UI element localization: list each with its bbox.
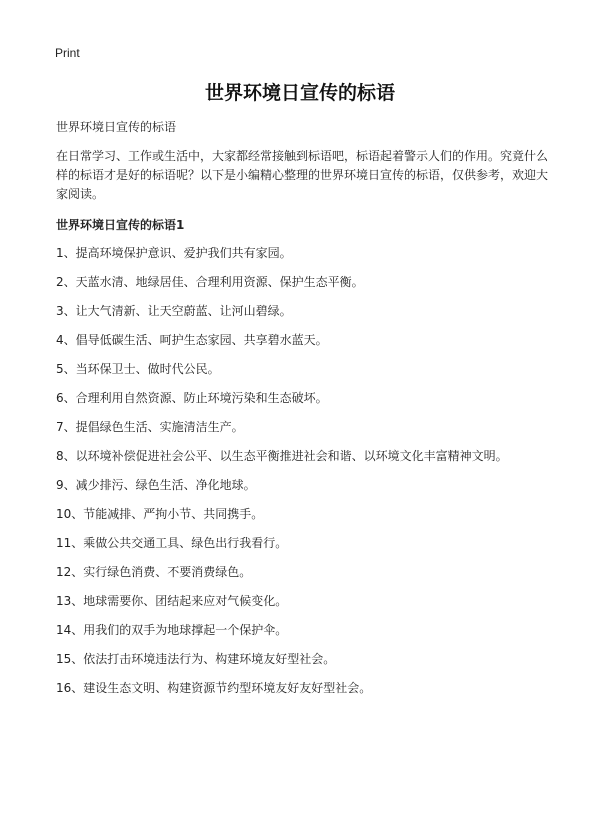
list-item: 14、用我们的双手为地球撑起一个保护伞。 [56, 623, 288, 637]
list-item: 13、地球需要你、团结起来应对气候变化。 [56, 594, 288, 608]
list-item: 3、让大气清新、让天空蔚蓝、让河山碧绿。 [56, 304, 292, 318]
list-item: 4、倡导低碳生活、呵护生态家园、共享碧水蓝天。 [56, 333, 328, 347]
document-subtitle: 世界环境日宣传的标语 [56, 120, 177, 134]
list-item: 9、减少排污、绿色生活、净化地球。 [56, 478, 256, 492]
list-item: 16、建设生态文明、构建资源节约型环境友好友好型社会。 [56, 681, 372, 695]
page-title: 世界环境日宣传的标语 [204, 82, 395, 104]
list-item: 2、天蓝水清、地绿居佳、合理利用资源、保护生态平衡。 [56, 275, 364, 289]
list-item: 5、当环保卫士、做时代公民。 [56, 362, 220, 376]
list-item: 10、节能减排、严拘小节、共同携手。 [56, 507, 264, 521]
print-link[interactable]: Print [55, 46, 80, 60]
list-item: 6、合理利用自然资源、防止环境污染和生态破坏。 [56, 391, 328, 405]
list-item: 11、乘做公共交通工具、绿色出行我看行。 [56, 536, 288, 550]
document-body [56, 118, 552, 708]
list-item: 12、实行绿色消费、不要消费绿色。 [56, 565, 252, 579]
section-heading: 世界环境日宣传的标语1 [56, 218, 185, 232]
list-item: 1、提高环境保护意识、爱护我们共有家园。 [56, 246, 292, 260]
list-item: 15、依法打击环境违法行为、构建环境友好型社会。 [56, 652, 336, 666]
intro-paragraph: 在日常学习、工作或生活中，大家都经常接触到标语吧，标语起着警示人们的作用。究竟什么样的标语才是好的标语呢？以下是小编精心整理的世界环境日宣传的标语，仅供参考，欢迎大家阅读。 [56, 149, 549, 201]
list-item: 7、提倡绿色生活、实施清洁生产。 [56, 420, 244, 434]
slogan-list [56, 244, 552, 697]
list-item: 8、以环境补偿促进社会公平、以生态平衡推进社会和谐、以环境文化丰富精神文明。 [56, 449, 508, 463]
